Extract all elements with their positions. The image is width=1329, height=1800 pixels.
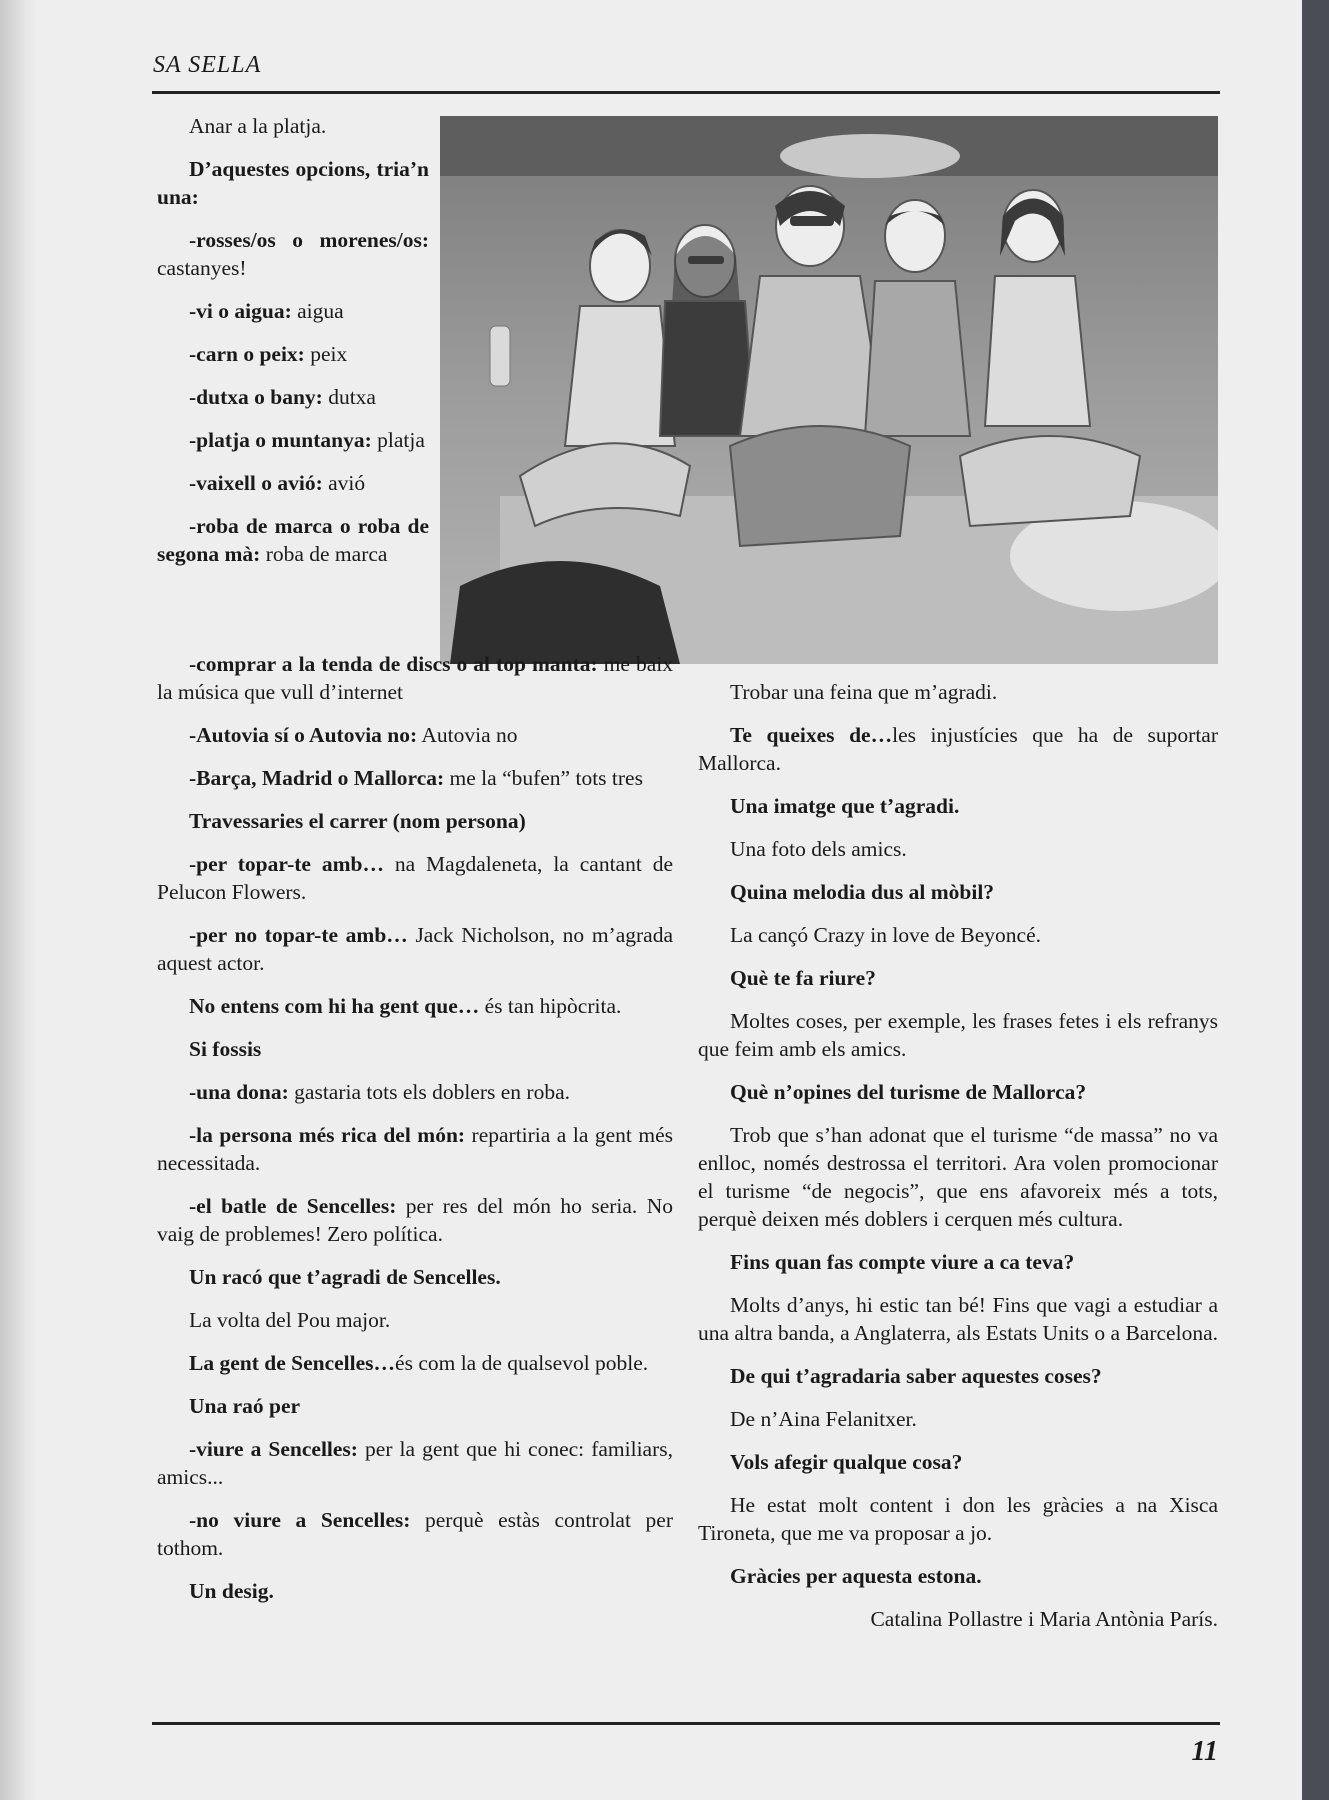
qa-meat-fish: -carn o peix: peix (189, 342, 348, 366)
left-column-top (157, 112, 429, 583)
question-a-wish: Un desig. (189, 1579, 274, 1603)
question-who-next: De qui t’agradaria saber aquestes coses? (730, 1364, 1102, 1388)
answer-laugh: Moltes coses, per exemple, les frases fetes i els refranys que feim amb els amics. (698, 1009, 1218, 1061)
qa-richest: -la persona més rica del món: repartiria a la gent més necessitada. (157, 1123, 673, 1175)
qa-bump-into: -per topar-te amb… na Magdaleneta, la cantant de Pelucon Flowers. (157, 852, 673, 904)
left-column-bottom (157, 650, 673, 1620)
answer-live-home: Molts d’anys, hi estic tan bé! Fins que vagi a estudiar a una altra banda, a Anglaterra, als Estats Units o a Barcelona. (698, 1293, 1218, 1345)
qa-ship-plane: -vaixell o avió: avió (189, 471, 366, 495)
magazine-title: SA SELLA (153, 52, 262, 78)
answer-beach: Anar a la platja. (189, 114, 327, 138)
qa-brand-clothes: -roba de marca o roba de segona mà: roba de marca (157, 514, 429, 566)
question-image: Una imatge que t’agradi. (730, 794, 960, 818)
question-a-reason: Una raó per (189, 1394, 301, 1418)
qa-woman: -una dona: gastaria tots els doblers en roba. (189, 1080, 570, 1104)
qa-dont-understand: No entens com hi ha gent que… és tan hipòcrita. (189, 994, 622, 1018)
qa-shower-bath: -dutxa o bany: dutxa (189, 385, 376, 409)
question-cross-street: Travessaries el carrer (nom persona) (189, 809, 526, 833)
question-ringtone: Quina melodia dus al mòbil? (730, 880, 995, 904)
answer-ringtone: La cançó Crazy in love de Beyoncé. (730, 923, 1042, 947)
qa-mayor: -el batle de Sencelles: per res del món ho seria. No vaig de problemes! Zero política. (157, 1194, 673, 1246)
group-photo (440, 116, 1218, 664)
footer-rule (152, 1722, 1220, 1725)
question-if-you-were: Si fossis (189, 1037, 262, 1061)
qa-complain: Te queixes de…les injustícies que ha de suportar Mallorca. (698, 723, 1219, 775)
answer-image: Una foto dels amics. (730, 837, 907, 861)
question-favorite-corner: Un racó que t’agradi de Sencelles. (189, 1265, 501, 1289)
group-photo-image (440, 116, 1218, 664)
header-rule (152, 91, 1220, 94)
qa-wine-water: -vi o aigua: aigua (189, 299, 344, 323)
qa-people: La gent de Sencelles…és com la de qualsevol poble. (189, 1351, 649, 1375)
qa-live-here: -viure a Sencelles: per la gent que hi conec: familiars, amics... (157, 1437, 673, 1489)
qa-highway: -Autovia sí o Autovia no: Autovia no (189, 723, 518, 747)
page-spine-shadow (0, 0, 38, 1800)
answer-who-next: De n’Aina Felanitxer. (730, 1407, 917, 1431)
right-column (698, 678, 1218, 1648)
question-live-home: Fins quan fas compte viure a ca teva? (730, 1250, 1075, 1274)
qa-blonde-brunette: -rosses/os o morenes/os: castanyes! (157, 228, 429, 280)
author-signature: Catalina Pollastre i Maria Antònia París. (870, 1607, 1218, 1631)
question-anything-else: Vols afegir qualque cosa? (730, 1450, 963, 1474)
question-tourism: Què n’opines del turisme de Mallorca? (730, 1080, 1087, 1104)
answer-anything-else: He estat molt content i don les gràcies a na Xisca Tironeta, que me va proposar a jo. (698, 1493, 1218, 1545)
qa-not-live-here: -no viure a Sencelles: perquè estàs controlat per tothom. (157, 1508, 673, 1560)
answer-wish: Trobar una feina que m’agradi. (730, 680, 998, 704)
question-choose-option: D’aquestes opcions, tria’n una: (157, 157, 429, 209)
closing-thanks: Gràcies per aquesta estona. (730, 1564, 982, 1588)
qa-music-store: -comprar a la tenda de discs o al top manta: me baix la música que vull d’internet (157, 652, 673, 704)
qa-beach-mountain: -platja o muntanya: platja (189, 428, 425, 452)
qa-football: -Barça, Madrid o Mallorca: me la “bufen” tots tres (189, 766, 643, 790)
question-laugh: Què te fa riure? (730, 966, 876, 990)
qa-avoid: -per no topar-te amb… Jack Nicholson, no m’agrada aquest actor. (157, 923, 673, 975)
answer-tourism: Trob que s’han adonat que el turisme “de massa” no va enlloc, només destrossa el territori. Ara volen promocionar el turisme “de negocis”, que ens afavoreix més a tots, perquè deixen més doblers i cerquen més cultura. (698, 1123, 1218, 1231)
answer-favorite-corner: La volta del Pou major. (189, 1308, 391, 1332)
page-number: 11 (1191, 1736, 1218, 1767)
